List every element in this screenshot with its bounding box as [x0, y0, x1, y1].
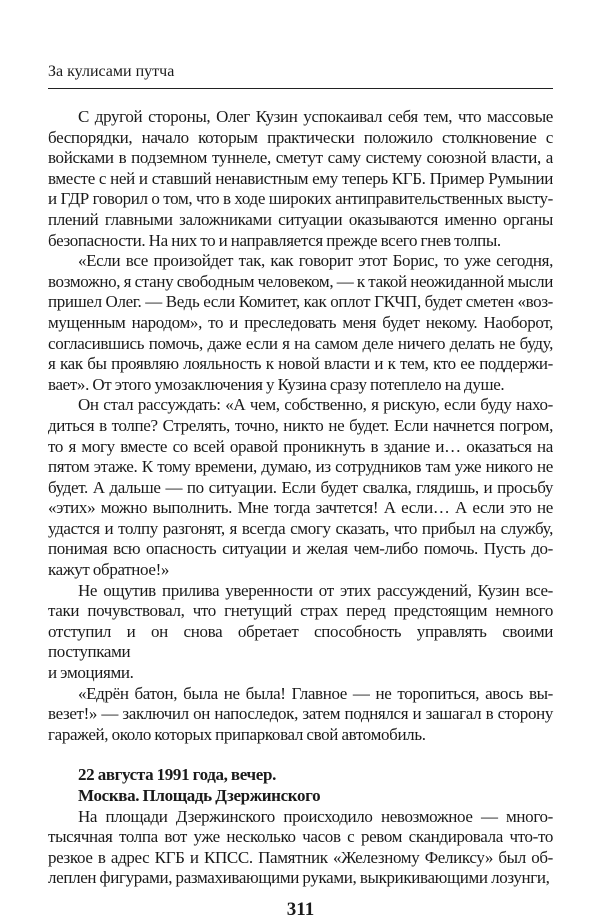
text-line: гаражей, около которых припарковал свой автомобиль.: [48, 724, 426, 744]
text-line: и эмоциями.: [48, 663, 134, 683]
header-rule: [48, 88, 553, 89]
text-before-section: [48, 107, 553, 745]
text-line: мущенным народом», то и преследовать меня будет некому. Наоборот,: [48, 312, 553, 332]
text-line: резкое в адрес КГБ и КПСС. Памятник «Железному Феликсу» был об-: [48, 847, 553, 867]
text-line: «Едрён батон, была не была! Главное — не торопиться, авось вы-: [78, 683, 553, 703]
text-line: согласившись помочь, даже если я на самом деле ничего делать не буду,: [48, 333, 553, 353]
text-line: и ГДР говорил о том, что в ходе широких антиправительственных высту-: [48, 189, 553, 209]
text-line: безопасности. На них то и направляется прежде всего гнев толпы.: [48, 230, 501, 250]
text-line: тысячная толпа вот уже несколько часов с ревом скандировала что-то: [48, 827, 553, 847]
section-heading-place: Москва. Площадь Дзержинского: [78, 786, 321, 805]
paragraph: [48, 107, 553, 251]
paragraph: [48, 395, 553, 580]
paragraph: [48, 581, 553, 684]
text-line: везет!» — заключил он напоследок, затем поднялся и зашагал в сторону: [48, 704, 553, 724]
text-line: пятом этаже. К тому времени, думаю, из сотрудников там уже никого не: [48, 457, 553, 477]
text-line: возможно, я стану свободным человеком, — к такой неожиданной мысли: [48, 271, 553, 291]
text-line: пришел Олег. — Ведь если Комитет, как оплот ГКЧП, будет сметен «воз-: [48, 292, 553, 312]
text-line: плений главными заложниками ситуации оказываются именно органы: [48, 209, 553, 229]
text-line: вместе с ней и ставший ненавистным ему теперь КГБ. Пример Румынии: [48, 168, 553, 188]
paragraph: [48, 684, 553, 746]
text-line: то я могу вместе со всей оравой проникнуть в здание и… оказаться на: [48, 436, 553, 456]
text-line: понимая всю опасность ситуации и желая чем-либо помочь. Пусть до-: [48, 539, 553, 559]
section-heading-date: 22 августа 1991 года, вечер.: [78, 765, 276, 785]
running-header: За кулисами путча: [48, 63, 175, 80]
text-line: отступил и он снова обретает способность управлять своими поступками: [48, 621, 553, 662]
text-line: «этих» можно выполнить. Мне тогда зачтется! А если… А если это не: [48, 498, 553, 518]
text-line: леплен фигурами, размахивающими руками, выкрикивающими лозунги,: [48, 868, 550, 888]
text-line: диться в толпе? Стрелять, точно, никто не будет. Если начнется погром,: [48, 415, 553, 435]
paragraph: [48, 251, 553, 395]
text-line: кажут обратное!»: [48, 560, 170, 580]
page-number: 311: [286, 898, 315, 920]
text-after-section: [48, 807, 553, 889]
text-line: удастся и толпу разгонят, я всегда смогу сказать, что прибыл на службу,: [48, 518, 553, 538]
text-line: На площади Дзержинского происходило невозможное — много-: [78, 806, 553, 826]
text-line: беспорядки, начало которым практически положило столкновение с: [48, 127, 553, 147]
text-line: «Если все произойдет так, как говорит этот Борис, то уже сегодня,: [78, 251, 553, 271]
page-body: [48, 107, 553, 921]
text-line: будет. А дальше — по ситуации. Если будет свалка, глядишь, и просьбу: [48, 477, 553, 497]
text-line: я как бы проявляю лояльность к новой власти и к тем, кто ее поддержи-: [48, 354, 553, 374]
section-gap: [48, 745, 553, 765]
text-line: вает». От этого умозаключения у Кузина сразу потеплело на душе.: [48, 374, 505, 394]
text-line: С другой стороны, Олег Кузин успокаивал себя тем, что массовые: [78, 107, 553, 126]
text-line: таки почувствовал, что гнетущий страх перед предстоящим немного: [48, 601, 553, 621]
text-line: Не ощутив прилива уверенности от этих рассуждений, Кузин все-: [78, 580, 553, 600]
text-line: Он стал рассуждать: «А чем, собственно, я рискую, если буду нахо-: [78, 395, 553, 415]
paragraph: [48, 807, 553, 889]
text-line: войсками в подземном туннеле, сметут саму систему союзной власти, а: [48, 148, 553, 168]
